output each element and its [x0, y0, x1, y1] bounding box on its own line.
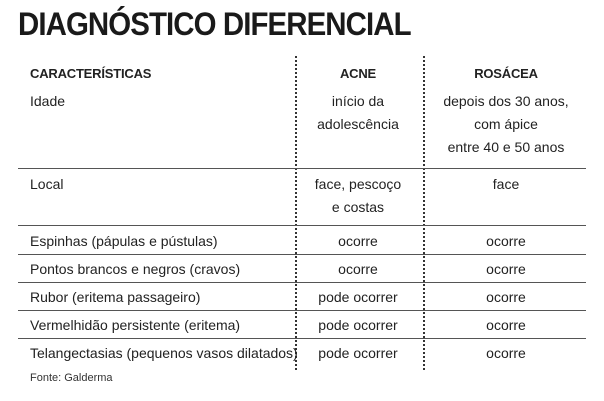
- row-rosacea-value: ocorre: [486, 261, 526, 277]
- row-acne-value: [298, 90, 418, 136]
- row-acne-value: pode ocorrer: [318, 345, 398, 361]
- row-rosacea-value: [426, 90, 586, 159]
- table-row: [18, 90, 586, 169]
- page-title: DIAGNÓSTICO DIFERENCIAL: [18, 6, 411, 42]
- value-line: face, pescoço: [314, 176, 402, 192]
- value-line: com ápice: [474, 116, 538, 132]
- header-row: [18, 62, 586, 86]
- row-feature: Espinhas (pápulas e pústulas): [30, 233, 218, 249]
- row-rosacea-value: [426, 173, 586, 196]
- source-note: Fonte: Galderma: [30, 372, 113, 384]
- row-rosacea-value: ocorre: [486, 233, 526, 249]
- row-rosacea-value: ocorre: [486, 317, 526, 333]
- value-line: depois dos 30 anos,: [443, 93, 569, 109]
- table-row: [18, 230, 586, 255]
- value-line: e costas: [331, 199, 385, 215]
- header-acne: ACNE: [339, 66, 377, 81]
- row-feature: Idade: [30, 93, 66, 109]
- row-feature: Vermelhidão persistente (eritema): [30, 317, 241, 333]
- table-row: [18, 173, 586, 226]
- header-rosacea: ROSÁCEA: [474, 66, 538, 81]
- value-line: entre 40 e 50 anos: [447, 139, 565, 155]
- table-row: [18, 258, 586, 283]
- row-acne-value: [298, 173, 418, 219]
- row-feature: Local: [30, 176, 64, 192]
- row-rosacea-value: ocorre: [486, 345, 526, 361]
- row-rosacea-value: ocorre: [486, 289, 526, 305]
- value-line: face: [492, 176, 520, 192]
- row-acne-value: ocorre: [338, 261, 378, 277]
- table-row: [18, 286, 586, 311]
- table-row: [18, 342, 586, 366]
- value-line: adolescência: [317, 116, 399, 132]
- row-feature: Pontos brancos e negros (cravos): [30, 261, 241, 277]
- row-feature: Rubor (eritema passageiro): [30, 289, 201, 305]
- row-acne-value: pode ocorrer: [318, 289, 398, 305]
- value-line: início da: [331, 93, 385, 109]
- header-characteristics: CARACTERÍSTICAS: [30, 66, 152, 81]
- row-acne-value: ocorre: [338, 233, 378, 249]
- row-acne-value: pode ocorrer: [318, 317, 398, 333]
- row-feature: Telangectasias (pequenos vasos dilatados): [30, 345, 298, 361]
- table-row: [18, 314, 586, 339]
